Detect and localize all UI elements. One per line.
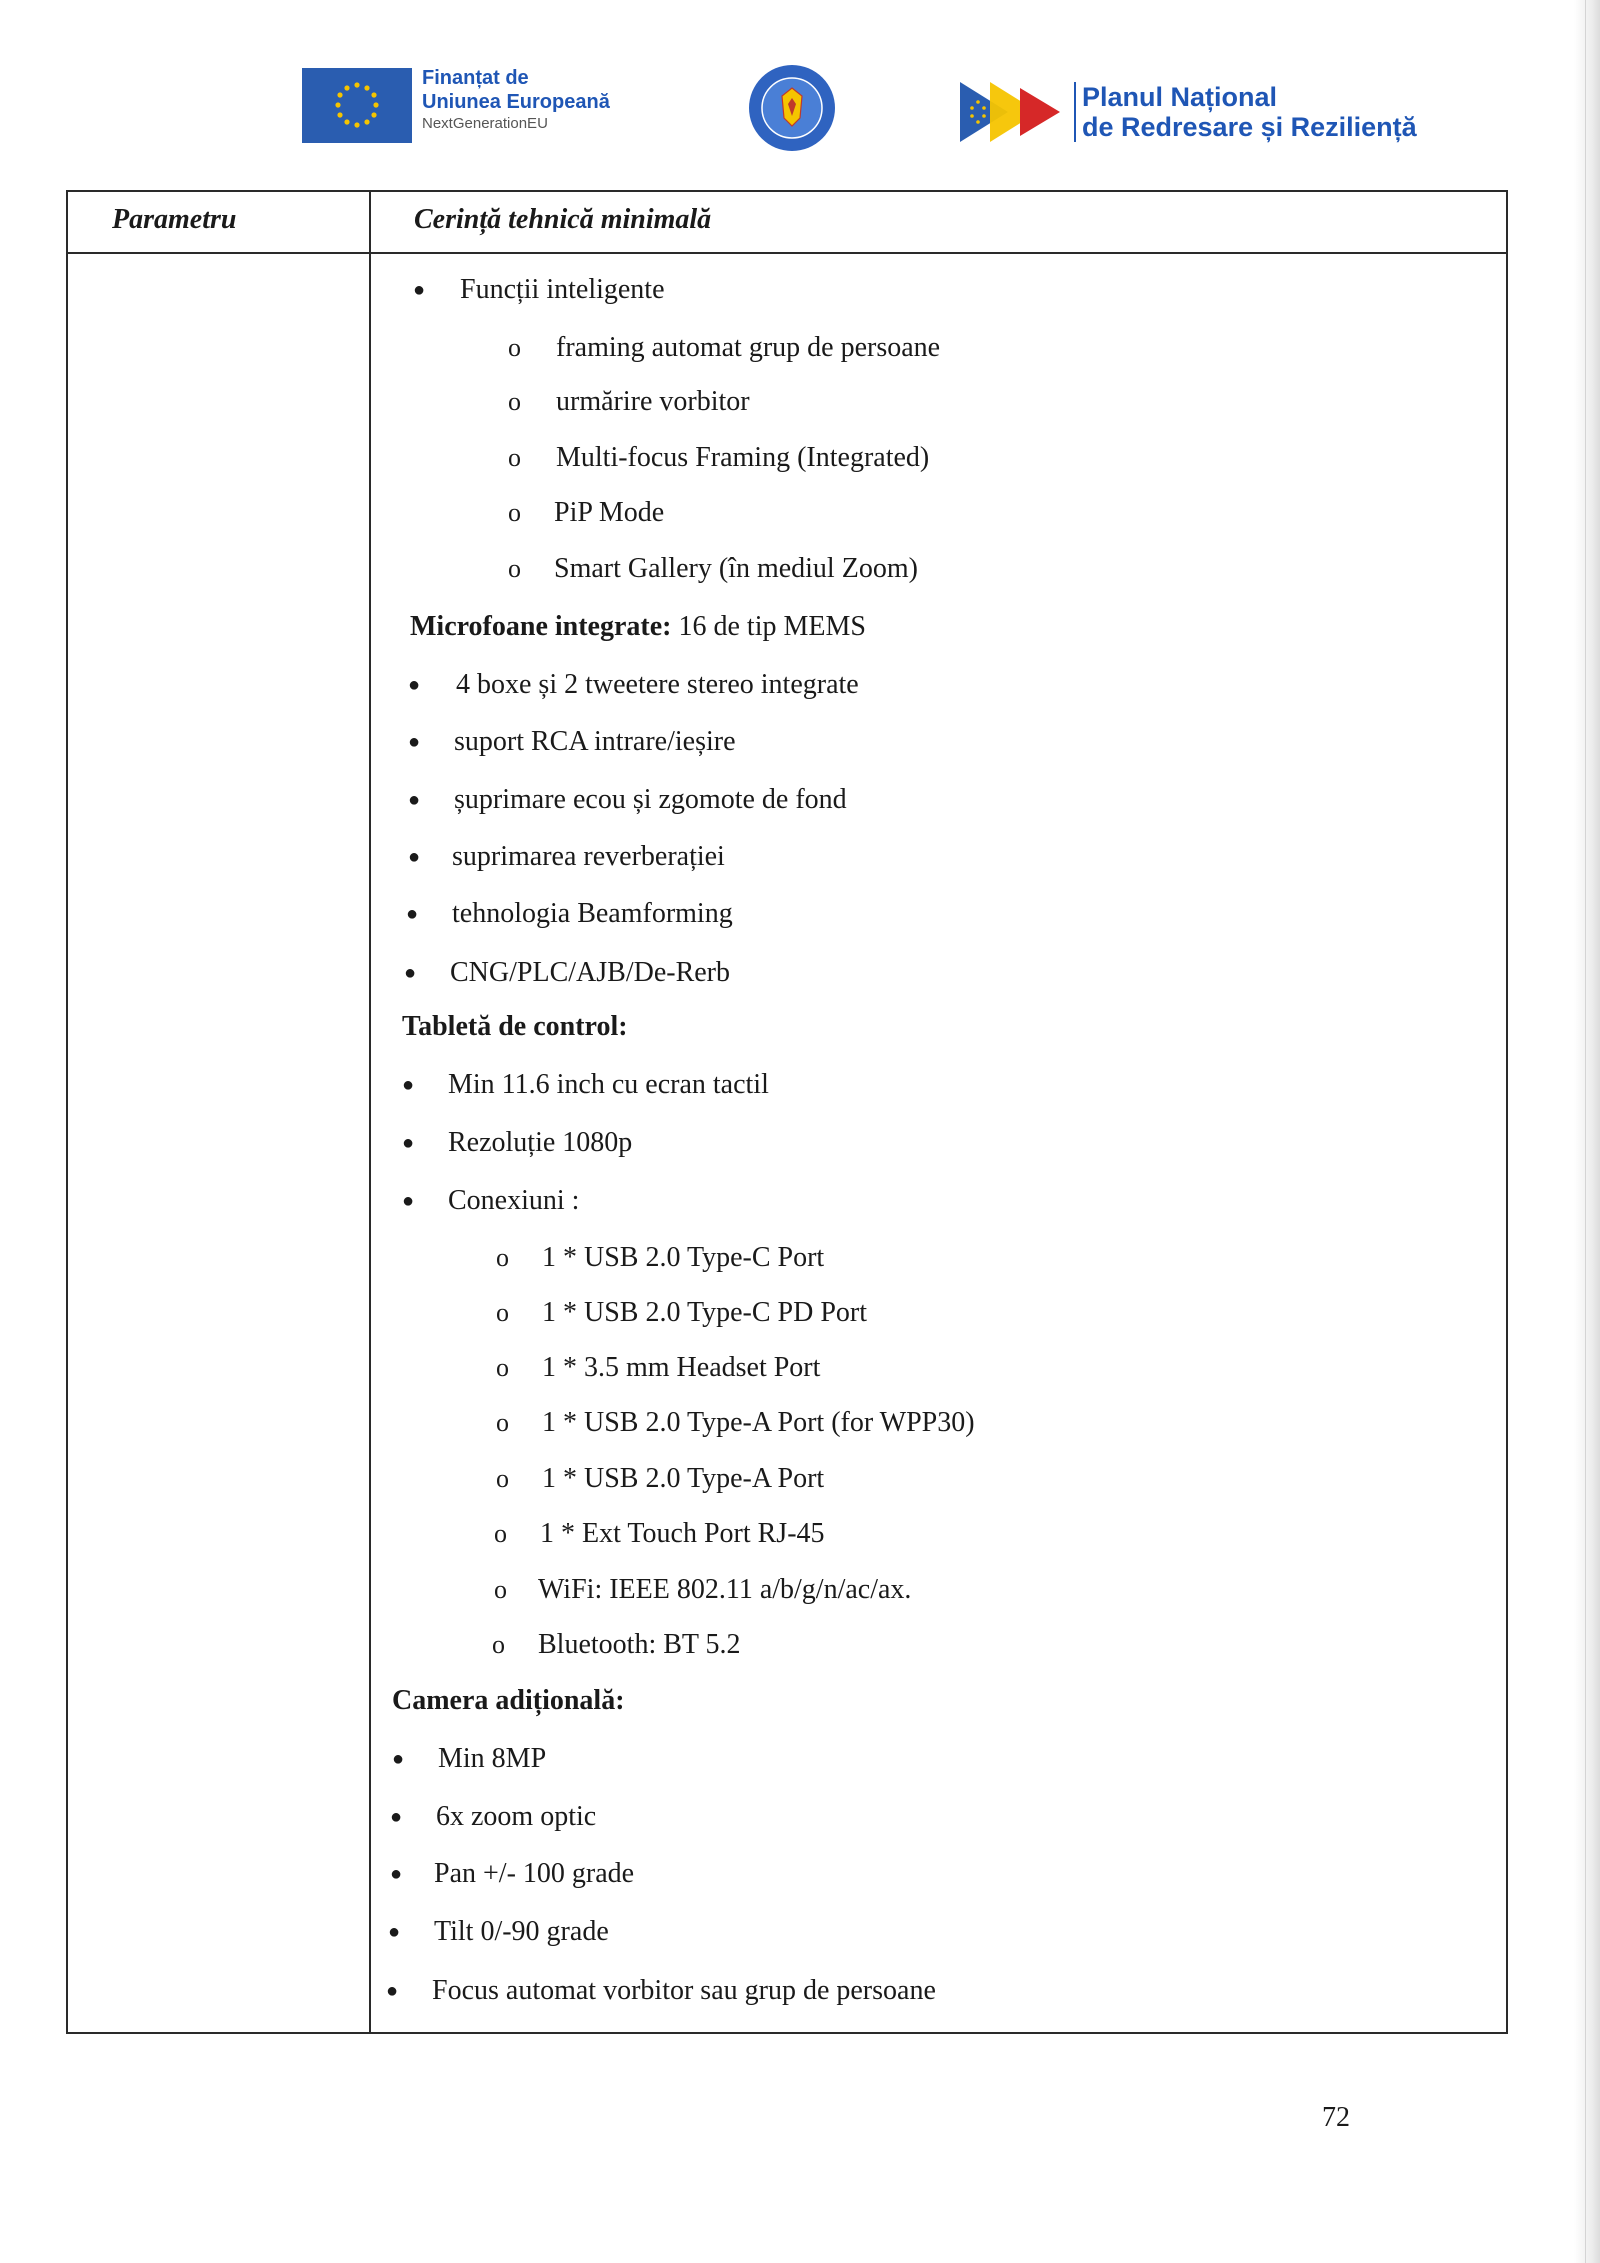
bullet-icon: ● [390,1863,403,1885]
audio-item: tehnologia Beamforming [452,898,733,929]
circle-bullet-icon: o [496,1408,509,1437]
tableta-item: Min 11.6 inch cu ecran tactil [448,1069,769,1100]
audio-item: CNG/PLC/AJB/De-Rerb [450,957,730,988]
audio-item: suport RCA intrare/ieșire [454,726,736,757]
circle-bullet-icon: o [508,387,521,416]
audio-item: 4 boxe și 2 tweetere stereo integrate [456,669,859,700]
microfoane-label: Microfoane integrate: [410,611,672,642]
conexiuni-item: 1 * USB 2.0 Type-C PD Port [542,1297,868,1328]
camera-item: Min 8MP [438,1743,547,1774]
pnrr-line2: de Redresare și Reziliență [1082,112,1417,142]
conexiuni-item: 1 * 3.5 mm Headset Port [542,1352,821,1383]
eu-logo-line2: Uniunea Europeană [422,91,610,113]
bullet-icon: ● [408,731,421,753]
functii-item: framing automat grup de persoane [556,332,941,363]
conexiuni-item: 1 * Ext Touch Port RJ-45 [540,1518,825,1549]
conexiuni-item: 1 * USB 2.0 Type-A Port [542,1463,825,1494]
circle-bullet-icon: o [496,1353,509,1382]
tableta-item: Rezoluție 1080p [448,1127,633,1158]
audio-item: șuprimare ecou și zgomote de fond [454,784,847,815]
bullet-icon: ● [413,279,426,301]
camera-item: Pan +/- 100 grade [434,1858,635,1889]
camera-item: 6x zoom optic [436,1801,597,1832]
circle-bullet-icon: o [496,1243,509,1272]
camera-item: Focus automat vorbitor sau grup de persoane [432,1975,936,2006]
conexiuni-item: Bluetooth: BT 5.2 [538,1629,741,1660]
conexiuni-item: 1 * USB 2.0 Type-A Port (for WPP30) [542,1407,975,1438]
bullet-icon: ● [408,789,421,811]
bullet-icon: ● [388,1921,401,1943]
microfoane-heading [410,610,866,644]
circle-bullet-icon: o [494,1575,507,1604]
bullet-icon: ● [406,903,419,925]
bullet-icon: ● [392,1748,405,1770]
circle-bullet-icon: o [496,1464,509,1493]
bullet-icon: ● [402,1132,415,1154]
circle-bullet-icon: o [494,1519,507,1548]
bullet-icon: ● [402,1190,415,1212]
circle-bullet-icon: o [508,554,521,583]
page-number: 72 [1322,2102,1350,2133]
circle-bullet-icon: o [508,333,521,362]
bullet-icon: ● [404,962,417,984]
column-header-cerinta: Cerință tehnică minimală [414,204,712,235]
tableta-item: Conexiuni : [448,1185,580,1216]
functii-item: Smart Gallery (în mediul Zoom) [554,553,918,584]
eu-logo-line3: NextGenerationEU [422,115,548,132]
pnrr-line1: Planul Național [1082,82,1278,112]
bullet-icon: ● [402,1074,415,1096]
bullet-icon: ● [390,1806,403,1828]
conexiuni-item: 1 * USB 2.0 Type-C Port [542,1242,825,1273]
column-header-parametru: Parametru [112,204,237,235]
audio-item: suprimarea reverberației [452,841,725,872]
eu-logo-line1: Finanțat de [422,67,529,89]
bullet-icon: ● [408,674,421,696]
circle-bullet-icon: o [508,498,521,527]
functii-item: PiP Mode [554,497,665,528]
functii-item: urmărire vorbitor [556,386,750,417]
bullet-icon: ● [408,846,421,868]
bullet-icon: ● [386,1980,399,2002]
camera-heading: Camera adițională: [392,1685,625,1716]
circle-bullet-icon: o [496,1298,509,1327]
camera-item: Tilt 0/-90 grade [434,1916,609,1947]
tableta-heading: Tabletă de control: [402,1011,628,1042]
conexiuni-item: WiFi: IEEE 802.11 a/b/g/n/ac/ax. [538,1574,912,1605]
microfoane-value: 16 de tip MEMS [671,611,866,642]
functii-title: Funcții inteligente [460,274,665,305]
circle-bullet-icon: o [492,1630,505,1659]
circle-bullet-icon: o [508,443,521,472]
functii-item: Multi-focus Framing (Integrated) [556,442,930,473]
